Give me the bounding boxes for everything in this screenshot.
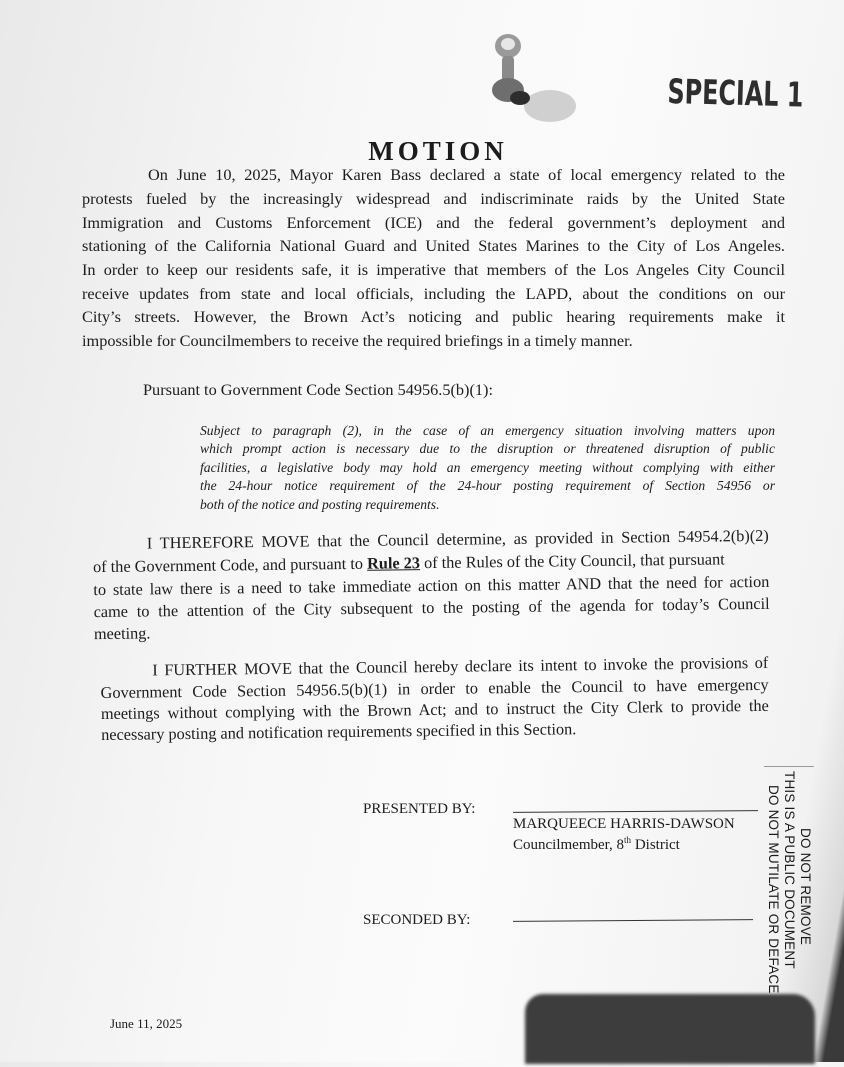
text-line: impossible for Councilmembers to receive the required briefings in a timely manner. [82,331,633,350]
quote-line: both of the notice and posting requirements. [200,497,440,512]
text-line: I THEREFORE MOVE that the Council determine, as provided in Section 54954.2(b)(2) [146,525,769,553]
text-line: meetings without complying with the Brown Act; and to instruct the City Clerk to provide the [100,695,769,724]
text-line: to state law there is a need to take immediate action on this matter AND that the need for action [93,571,770,600]
text-line: City’s streets. However, the Brown Act’s noticing and public hearing requirements make it [82,307,785,326]
pursuant-heading: Pursuant to Government Code Section 54956.5(b)(1): [143,380,493,399]
text-line: protests fueled by the increasingly widespread and indiscriminate raids by the United State [82,189,785,208]
rule-23-link[interactable]: Rule 23 [366,553,421,573]
stamp-line: DO NOT MUTILATE OR DEFACE [766,785,781,994]
special-stamp: SPECIAL 1 [666,72,804,116]
text-line: On June 10, 2025, Mayor Karen Bass declared a state of local emergency related to the [148,165,785,184]
text-line: Immigration and Customs Enforcement (ICE) and the federal government’s deployment and [82,213,785,232]
text-line: receive updates from state and local officials, including the LAPD, about the conditions on our [82,284,785,303]
text-line: necessary posting and notification requirements specified in this Section. [101,719,577,745]
text-line: came to the attention of the City subsequent to the posting of the agenda for today’s Council [93,593,770,622]
text-line: I FURTHER MOVE that the Council hereby declare its intent to invoke the provisions of [152,652,769,680]
presenter-title [513,835,680,854]
text-line: In order to keep our residents safe, it is imperative that members of the Los Angeles City Council [82,260,785,279]
document-title: MOTION [368,136,508,166]
title-text: District [631,837,680,853]
presented-by-label: PRESENTED BY: [363,801,476,817]
quote-line: the 24-hour notice requirement of the 24-hour posting requirement of Section 54956 or [200,478,775,493]
quote-line: Subject to paragraph (2), in the case of an emergency situation involving matters upon [200,423,775,438]
text-line: meeting. [93,623,151,644]
title-text: Councilmember, 8 [513,837,625,853]
text-line: stationing of the California National Guard and United States Marines to the City of Los Angeles. [82,236,785,255]
quote-line: which prompt action is necessary due to the disruption or threatened disruption of public [200,441,775,456]
stamp-line: THIS IS A PUBLIC DOCUMENT [782,771,797,969]
title-sup: th [624,835,632,845]
seconded-by-label: SECONDED BY: [363,912,471,928]
text-line: Government Code Section 54956.5(b)(1) in order to enable the Council to have emergency [100,674,769,703]
stamp-line: DO NOT REMOVE [798,828,813,946]
presenter-name: MARQUEECE HARRIS-DAWSON [513,816,735,832]
dark-object [525,994,815,1064]
text-segment: of the Rules of the City Council, that pursuant [419,549,725,573]
text-segment: of the Government Code, and pursuant to [92,553,368,577]
quote-line: facilities, a legislative body may hold an emergency meeting without complying with either [200,460,775,475]
document-date: June 11, 2025 [110,1016,183,1031]
